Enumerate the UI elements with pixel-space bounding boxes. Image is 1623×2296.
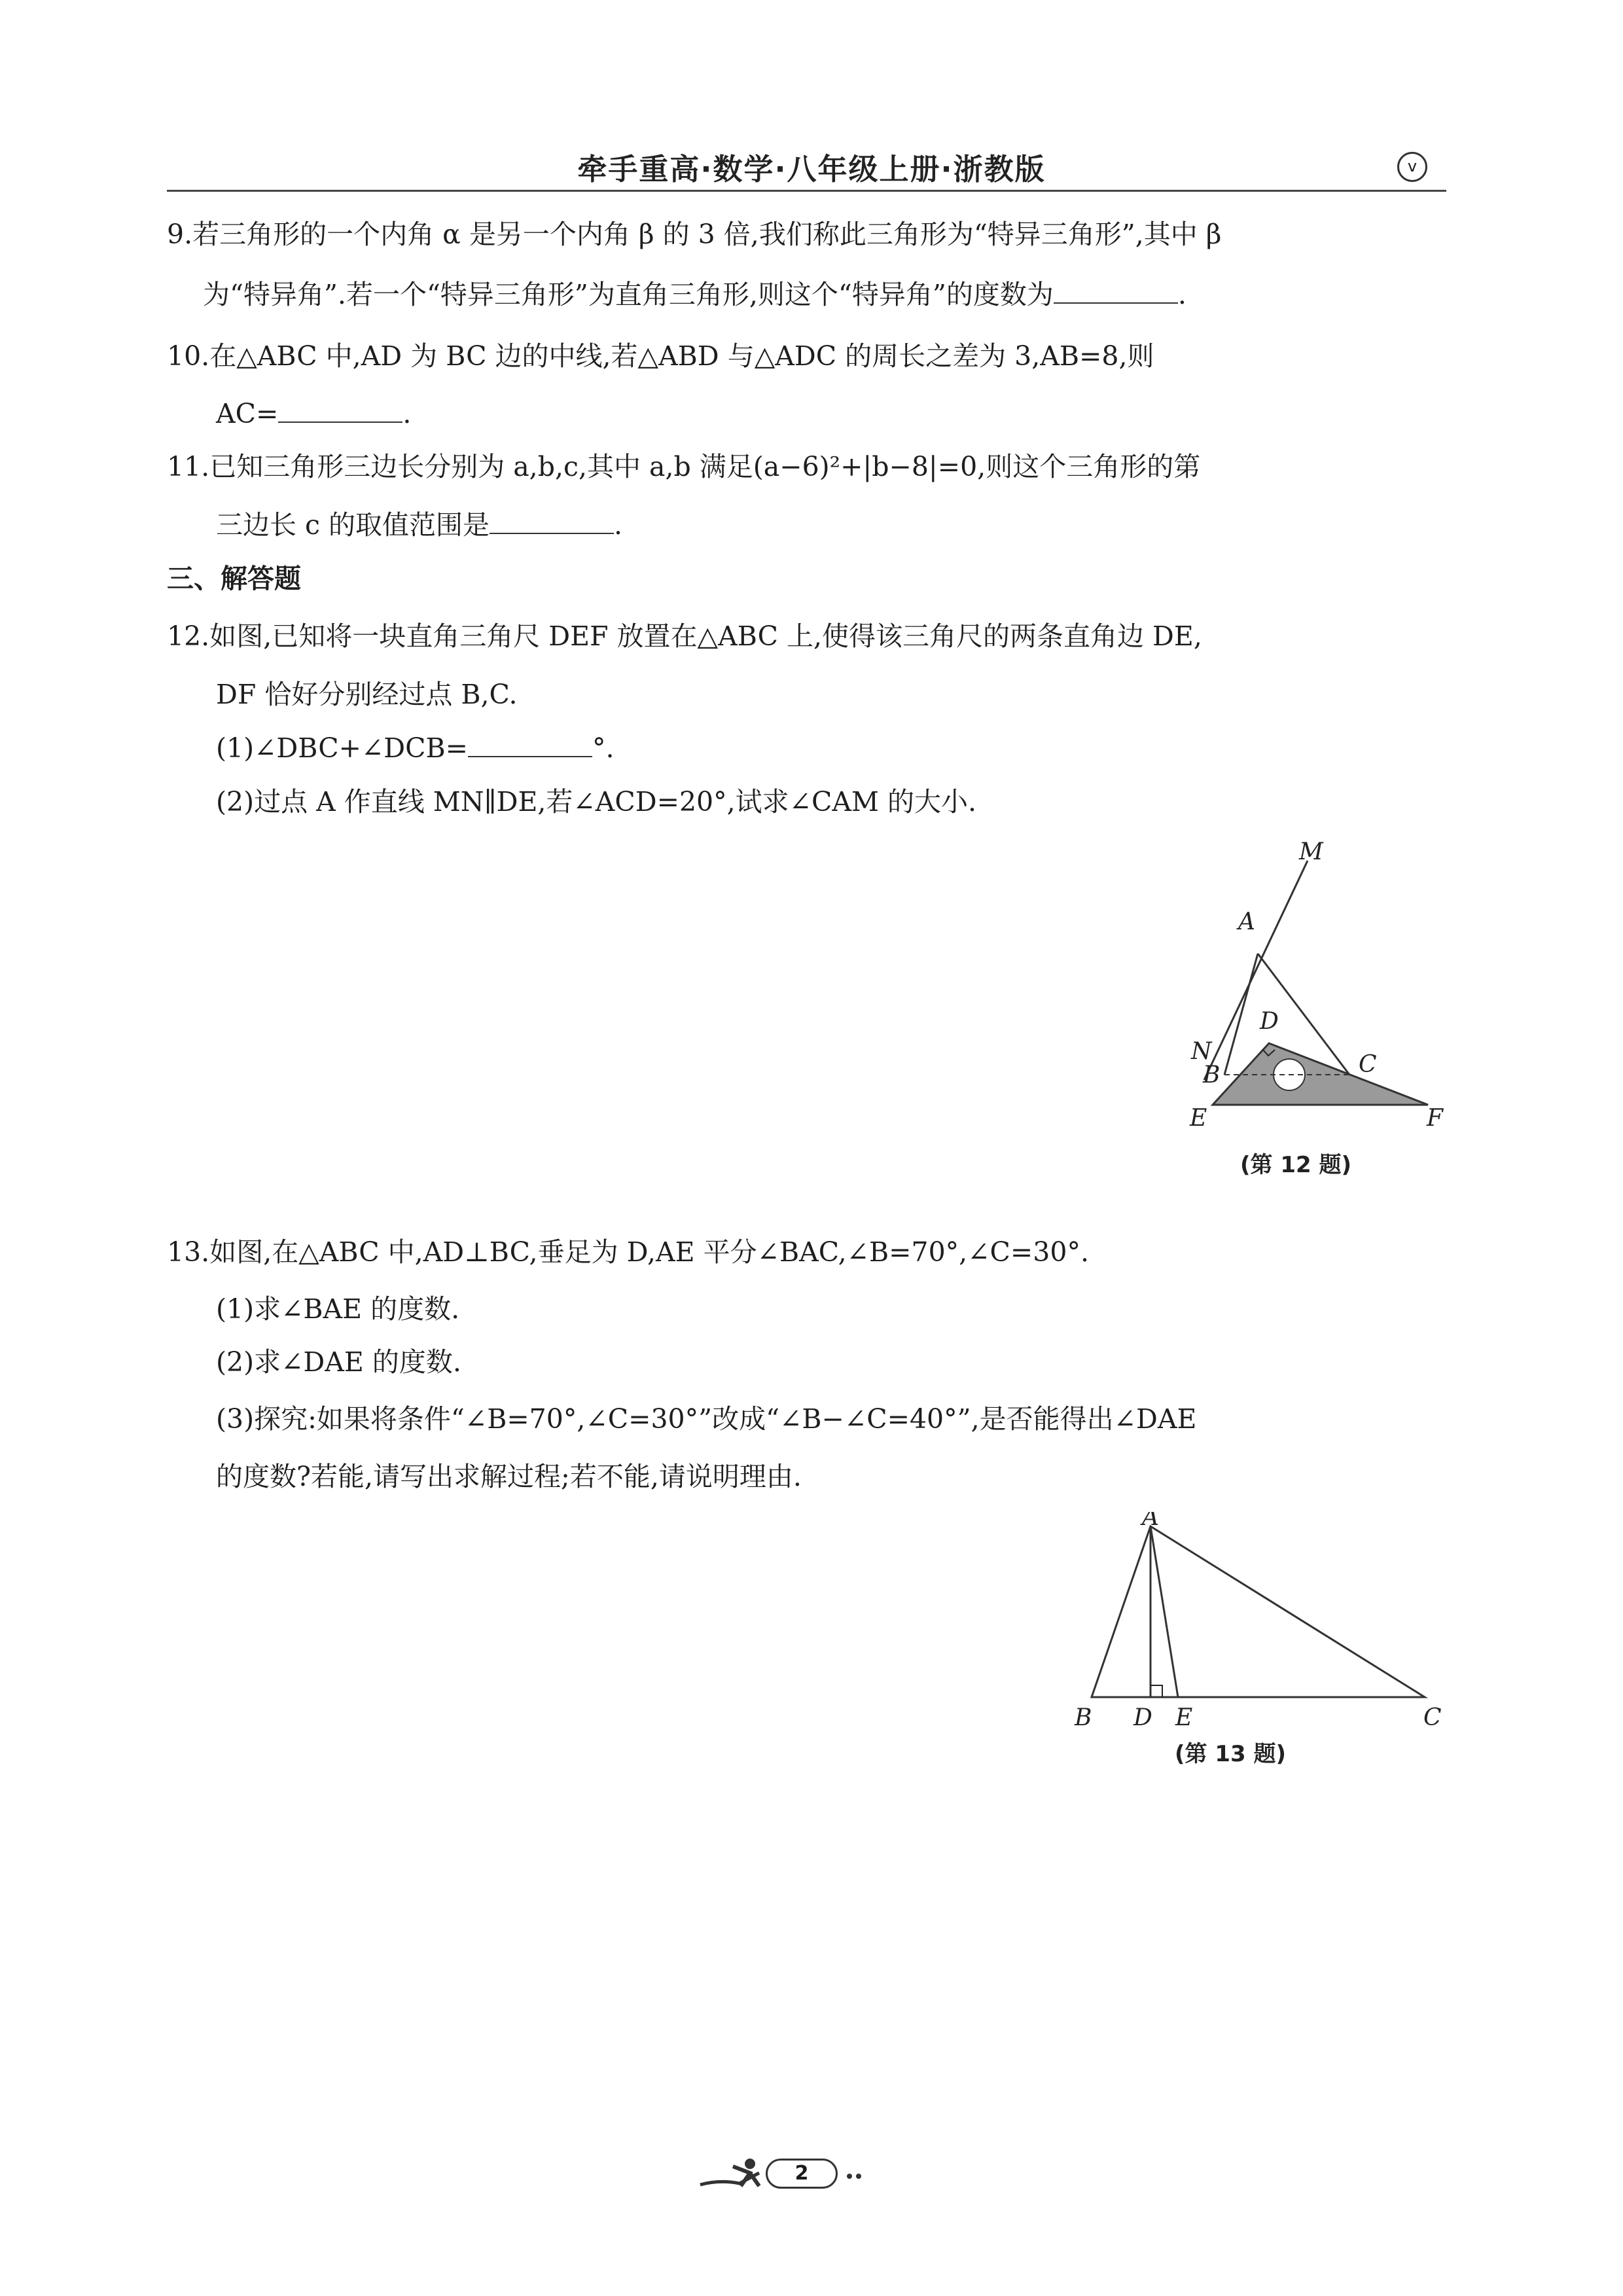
q12-line1: 12.如图,已知将一块直角三角尺 DEF 放置在△ABC 上,使得该三角尺的两条直角边 DE,: [167, 620, 1202, 652]
figure-q12: [1165, 831, 1466, 1158]
label-c: C: [1423, 1704, 1442, 1728]
page-header-title: 牵手重高·数学·八年级上册·浙教版: [577, 152, 1046, 187]
q12-part1: [216, 730, 615, 766]
q9-line2: [203, 276, 1186, 313]
segment-ab: [1224, 954, 1258, 1075]
footer-runner-icon: [694, 2153, 766, 2199]
q13-part2: (2)求∠DAE 的度数.: [216, 1346, 461, 1378]
bisector-ae: [1150, 1526, 1178, 1697]
q10-line2-text: AC=: [216, 398, 279, 429]
label-c: C: [1359, 1051, 1377, 1078]
q13-part1: (1)求∠BAE 的度数.: [216, 1293, 460, 1325]
q11-line2-end: .: [614, 509, 623, 541]
q10-line1: 10.在△ABC 中,AD 为 BC 边的中线,若△ABD 与△ADC 的周长之差为 3,AB=8,则: [167, 340, 1154, 372]
q12-line2: DF 恰好分别经过点 B,C.: [216, 679, 518, 710]
q9-line2-text: 为“特异角”.若一个“特异三角形”为直角三角形,则这个“特异角”的度数为: [203, 279, 1054, 310]
line-mn: [1204, 861, 1308, 1080]
figure-q13-caption: (第 13 题): [1175, 1741, 1287, 1767]
label-a: A: [1142, 1512, 1159, 1531]
label-d: D: [1260, 1008, 1279, 1035]
label-e: E: [1175, 1704, 1193, 1728]
footer-runner-graphic: [694, 2153, 766, 2199]
q12-part1-end: °.: [592, 732, 615, 764]
label-e: E: [1190, 1105, 1207, 1132]
q9-answer-blank[interactable]: [1054, 279, 1178, 304]
label-b: B: [1075, 1704, 1092, 1728]
label-n: N: [1191, 1038, 1212, 1065]
q12-part1-text: (1)∠DBC+∠DCB=: [216, 732, 468, 764]
q11-answer-blank[interactable]: [490, 509, 614, 534]
figure-q12-diagram: [1165, 831, 1466, 1158]
header-divider: [167, 190, 1446, 192]
q13-part3-line1: (3)探究:如果将条件“∠B=70°,∠C=30°”改成“∠B−∠C=40°”,是否能得出∠DAE: [216, 1403, 1197, 1435]
q9-line2-end: .: [1177, 279, 1186, 310]
label-a: A: [1238, 908, 1255, 935]
label-f: F: [1427, 1105, 1443, 1132]
triangle-abc: [1092, 1526, 1425, 1697]
q12-answer-blank[interactable]: [468, 732, 592, 757]
q10-answer-blank[interactable]: [278, 398, 402, 423]
q11-line1: 11.已知三角形三边长分别为 a,b,c,其中 a,b 满足(a−6)²+|b−8|=0,则这个三角形的第: [167, 451, 1201, 482]
label-m: M: [1299, 838, 1323, 865]
q13-line1: 13.如图,在△ABC 中,AD⊥BC,垂足为 D,AE 平分∠BAC,∠B=70°,∠C=30°.: [167, 1236, 1089, 1268]
q11-line2: [216, 507, 622, 543]
q13-part3-line2: 的度数?若能,请写出求解过程;若不能,请说明理由.: [216, 1461, 802, 1492]
section-heading-answers: 三、解答题: [167, 563, 301, 594]
footer-dots-icon: [846, 2170, 872, 2178]
header-badge-icon: v: [1397, 152, 1427, 182]
figure-q13-diagram: [1060, 1512, 1466, 1728]
right-angle-mark-d: [1150, 1685, 1162, 1697]
figure-q12-caption: (第 12 题): [1240, 1152, 1352, 1178]
q12-part2: (2)过点 A 作直线 MN∥DE,若∠ACD=20°,试求∠CAM 的大小.: [216, 786, 977, 817]
q11-line2-text: 三边长 c 的取值范围是: [216, 509, 490, 541]
q9-line1: 9.若三角形的一个内角 α 是另一个内角 β 的 3 倍,我们称此三角形为“特异三角形”,其中 β: [167, 219, 1222, 250]
label-d: D: [1133, 1704, 1152, 1728]
q10-line2: [216, 395, 411, 432]
label-b: B: [1203, 1062, 1221, 1088]
page-number: 2: [766, 2159, 838, 2189]
figure-q13: [1060, 1512, 1466, 1728]
q10-line2-end: .: [402, 398, 412, 429]
